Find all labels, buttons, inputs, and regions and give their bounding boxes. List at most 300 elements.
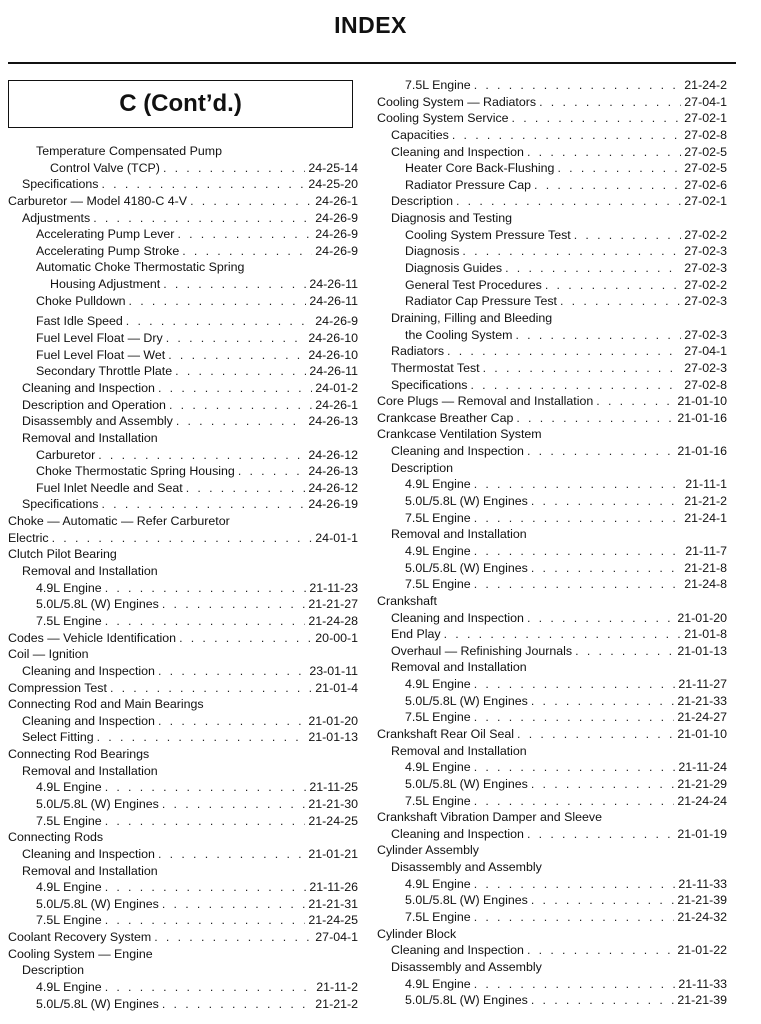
entry-page-number: 21-24-25 <box>308 913 358 928</box>
entry-page-number: 24-26-9 <box>315 243 358 258</box>
index-entry <box>377 426 727 443</box>
dot-leader <box>527 144 681 161</box>
entry-text: Carburetor <box>36 447 96 462</box>
entry-page-number: 21-21-29 <box>677 776 727 791</box>
entry-text: Secondary Throttle Plate <box>36 364 173 379</box>
dot-leader <box>452 127 681 144</box>
index-entry <box>377 926 727 943</box>
entry-page-number: 24-26-11 <box>309 364 358 379</box>
dot-leader <box>527 610 674 627</box>
entry-page-number: 21-01-22 <box>677 943 727 958</box>
entry-page-number: 21-24-28 <box>308 613 358 628</box>
entry-text: Cleaning and Inspection <box>22 380 155 395</box>
entry-text: Fast Idle Speed <box>36 314 123 329</box>
dot-leader <box>162 996 312 1013</box>
entry-text: Accelerating Pump Stroke <box>36 243 180 258</box>
entry-text: Diagnosis and Testing <box>391 211 513 226</box>
index-entry <box>377 576 727 593</box>
index-entry <box>8 613 358 630</box>
entry-text: Diagnosis Guides <box>405 261 503 276</box>
dot-leader <box>474 759 676 776</box>
entry-text: 4.9L Engine <box>405 876 471 891</box>
entry-page-number: 27-02-8 <box>684 377 727 392</box>
index-entry <box>377 327 727 344</box>
dot-leader <box>101 176 305 193</box>
entry-page-number: 21-11-24 <box>678 760 727 775</box>
index-column-left <box>8 143 358 1012</box>
entry-text: 5.0L/5.8L (W) Engines <box>405 560 528 575</box>
entry-text: Radiators <box>391 344 445 359</box>
index-entry <box>377 826 727 843</box>
entry-text: the Cooling System <box>405 327 513 342</box>
entry-page-number: 27-02-8 <box>684 127 727 142</box>
entry-text: Automatic Choke Thermostatic Spring <box>36 260 245 275</box>
entry-page-number: 27-02-2 <box>684 227 727 242</box>
index-entry <box>8 363 358 380</box>
entry-text: Cleaning and Inspection <box>22 663 155 678</box>
entry-text: 7.5L Engine <box>405 910 471 925</box>
entry-text: Cooling System Service <box>377 111 509 126</box>
dot-leader <box>539 94 681 111</box>
index-entry <box>377 892 727 909</box>
index-entry <box>377 210 727 227</box>
index-entry <box>8 979 358 996</box>
index-entry <box>377 709 727 726</box>
entry-page-number: 21-21-2 <box>684 494 727 509</box>
index-entry <box>377 260 727 277</box>
entry-page-number: 21-21-33 <box>677 693 727 708</box>
index-entry <box>377 759 727 776</box>
entry-text: Accelerating Pump Lever <box>36 227 175 242</box>
entry-page-number: 24-26-19 <box>308 497 358 512</box>
entry-page-number: 21-11-33 <box>678 876 727 891</box>
dot-leader <box>516 410 674 427</box>
dot-leader <box>575 643 674 660</box>
dot-leader <box>105 580 307 597</box>
index-entry <box>377 127 727 144</box>
dot-leader <box>162 796 306 813</box>
index-entry <box>377 942 727 959</box>
index-entry <box>8 829 358 846</box>
entry-text: Disassembly and Assembly <box>391 959 542 974</box>
index-entry <box>8 513 358 530</box>
entry-page-number: 21-11-25 <box>309 780 358 795</box>
entry-page-number: 23-01-11 <box>309 663 358 678</box>
entry-text: Compression Test <box>8 680 107 695</box>
entry-page-number: 24-26-9 <box>315 314 358 329</box>
entry-text: Electric <box>8 530 49 545</box>
index-entry <box>377 293 727 310</box>
index-entry <box>8 347 358 364</box>
entry-text: Clutch Pilot Bearing <box>8 547 117 562</box>
entry-page-number: 27-02-5 <box>684 144 727 159</box>
entry-page-number: 21-01-4 <box>315 680 358 695</box>
entry-page-number: 21-01-10 <box>677 726 727 741</box>
dot-leader <box>52 530 313 547</box>
entry-page-number: 27-02-2 <box>684 277 727 292</box>
entry-text: Cleaning and Inspection <box>391 826 524 841</box>
entry-page-number: 21-01-13 <box>677 643 727 658</box>
entry-page-number: 21-01-20 <box>677 610 727 625</box>
dot-leader <box>534 177 681 194</box>
dot-leader <box>110 680 312 697</box>
entry-text: Diagnosis <box>405 244 460 259</box>
entry-text: Control Valve (TCP) <box>50 160 160 175</box>
entry-page-number: 27-02-6 <box>684 177 727 192</box>
entry-text: Specifications <box>391 377 468 392</box>
entry-page-number: 27-02-3 <box>684 261 727 276</box>
entry-page-number: 27-02-3 <box>684 294 727 309</box>
index-entry <box>377 377 727 394</box>
entry-text: Description <box>391 460 453 475</box>
entry-text: Choke Thermostatic Spring Housing <box>36 464 235 479</box>
entry-text: 5.0L/5.8L (W) Engines <box>405 693 528 708</box>
entry-page-number: 21-01-13 <box>308 730 358 745</box>
entry-text: Crankshaft Rear Oil Seal <box>377 726 515 741</box>
section-heading <box>8 80 353 128</box>
entry-text: 7.5L Engine <box>36 613 102 628</box>
dot-leader <box>98 447 305 464</box>
entry-page-number: 21-11-33 <box>678 976 727 991</box>
entry-page-number: 21-11-7 <box>685 543 727 558</box>
index-entry <box>8 397 358 414</box>
entry-text: 4.9L Engine <box>405 760 471 775</box>
dot-leader <box>462 243 681 260</box>
index-entry <box>377 543 727 560</box>
entry-text: Coil — Ignition <box>8 647 89 662</box>
index-entry <box>377 94 727 111</box>
dot-leader <box>531 693 675 710</box>
index-entry <box>8 630 358 647</box>
entry-text: Removal and Installation <box>22 564 158 579</box>
entry-text: Cooling System Pressure Test <box>405 227 571 242</box>
entry-text: Housing Adjustment <box>50 277 161 292</box>
entry-page-number: 24-26-9 <box>315 227 358 242</box>
dot-leader <box>176 413 306 430</box>
entry-text: 4.9L Engine <box>405 477 471 492</box>
index-entry <box>377 643 727 660</box>
index-entry <box>377 992 727 1009</box>
index-entry <box>8 912 358 929</box>
dot-leader <box>531 560 681 577</box>
index-entry <box>8 596 358 613</box>
index-entry <box>8 580 358 597</box>
entry-text: 4.9L Engine <box>36 580 102 595</box>
entry-text: Capacities <box>391 127 449 142</box>
entry-text: Disassembly and Assembly <box>22 414 173 429</box>
entry-text: 7.5L Engine <box>405 710 471 725</box>
index-entry <box>377 793 727 810</box>
index-entry <box>8 210 358 227</box>
dot-leader <box>97 729 306 746</box>
dot-leader <box>527 443 674 460</box>
entry-text: Select Fitting <box>22 730 94 745</box>
index-entry <box>8 293 358 310</box>
index-entry <box>8 696 358 713</box>
dot-leader <box>186 480 306 497</box>
index-entry <box>8 193 358 210</box>
index-entry <box>377 976 727 993</box>
dot-leader <box>179 630 312 647</box>
entry-text: 5.0L/5.8L (W) Engines <box>36 597 159 612</box>
entry-page-number: 24-26-10 <box>308 347 358 362</box>
dot-leader <box>129 293 307 310</box>
entry-text: Adjustments <box>22 210 91 225</box>
entry-page-number: 21-01-20 <box>308 713 358 728</box>
entry-text: Description <box>22 963 84 978</box>
entry-text: Connecting Rod Bearings <box>8 747 150 762</box>
dot-leader <box>474 709 675 726</box>
entry-page-number: 21-24-1 <box>684 510 727 525</box>
entry-text: 4.9L Engine <box>36 780 102 795</box>
index-entry <box>8 380 358 397</box>
dot-leader <box>163 276 306 293</box>
entry-text: 7.5L Engine <box>405 577 471 592</box>
entry-text: 7.5L Engine <box>36 913 102 928</box>
dot-leader <box>474 510 682 527</box>
dot-leader <box>158 380 312 397</box>
dot-leader <box>105 613 306 630</box>
index-entry <box>377 560 727 577</box>
dot-leader <box>596 393 674 410</box>
entry-page-number: 24-25-14 <box>308 160 358 175</box>
dot-leader <box>175 363 306 380</box>
entry-page-number: 27-02-5 <box>684 161 727 176</box>
entry-page-number: 24-26-13 <box>308 414 358 429</box>
index-entry <box>8 463 358 480</box>
entry-text: Removal and Installation <box>22 430 158 445</box>
entry-page-number: 21-01-21 <box>308 846 358 861</box>
index-entry <box>8 330 358 347</box>
index-entry <box>377 493 727 510</box>
index-entry <box>377 460 727 477</box>
dot-leader <box>474 976 676 993</box>
entry-page-number: 21-24-2 <box>684 78 727 92</box>
index-entry <box>8 896 358 913</box>
entry-text: Disassembly and Assembly <box>391 860 542 875</box>
entry-page-number: 20-00-1 <box>315 630 358 645</box>
entry-text: Choke Pulldown <box>36 293 126 308</box>
dot-leader <box>101 496 305 513</box>
entry-text: Description and Operation <box>22 397 166 412</box>
dot-leader <box>474 909 675 926</box>
dot-leader <box>505 260 681 277</box>
index-entry <box>377 393 727 410</box>
dot-leader <box>531 992 675 1009</box>
index-entry <box>377 743 727 760</box>
entry-page-number: 24-25-20 <box>308 177 358 192</box>
entry-text: Cleaning and Inspection <box>391 444 524 459</box>
dot-leader <box>557 160 681 177</box>
dot-leader <box>474 576 682 593</box>
index-entry <box>8 813 358 830</box>
entry-page-number: 21-21-39 <box>677 993 727 1008</box>
index-entry <box>377 526 727 543</box>
entry-page-number: 21-24-24 <box>677 793 727 808</box>
index-entry <box>377 310 727 327</box>
dot-leader <box>444 626 682 643</box>
dot-leader <box>158 713 305 730</box>
entry-text: 5.0L/5.8L (W) Engines <box>36 796 159 811</box>
entry-text: Removal and Installation <box>22 863 158 878</box>
index-entry <box>377 776 727 793</box>
index-entry <box>377 360 727 377</box>
dot-leader <box>93 210 312 227</box>
dot-leader <box>483 360 682 377</box>
entry-text: Core Plugs — Removal and Installation <box>377 394 594 409</box>
dot-leader <box>531 493 681 510</box>
entry-page-number: 24-26-13 <box>308 464 358 479</box>
dot-leader <box>105 912 306 929</box>
entry-text: Fuel Inlet Needle and Seat <box>36 480 183 495</box>
entry-text: 7.5L Engine <box>405 78 471 92</box>
entry-text: 5.0L/5.8L (W) Engines <box>36 996 159 1011</box>
dot-leader <box>474 676 676 693</box>
entry-page-number: 24-26-11 <box>309 277 358 292</box>
entry-page-number: 21-21-8 <box>684 560 727 575</box>
index-entry <box>377 160 727 177</box>
index-entry <box>8 160 358 177</box>
entry-text: 5.0L/5.8L (W) Engines <box>405 494 528 509</box>
index-entry <box>8 313 358 330</box>
index-entry <box>377 227 727 244</box>
dot-leader <box>574 227 682 244</box>
index-entry <box>377 443 727 460</box>
dot-leader <box>474 793 675 810</box>
dot-leader <box>105 879 307 896</box>
entry-text: Cylinder Assembly <box>377 843 479 858</box>
index-entry <box>377 77 727 94</box>
index-entry <box>8 729 358 746</box>
index-entry <box>377 410 727 427</box>
index-entry <box>8 680 358 697</box>
entry-page-number: 21-21-2 <box>315 996 358 1011</box>
entry-text: Removal and Installation <box>391 743 527 758</box>
entry-page-number: 24-26-10 <box>308 331 358 346</box>
index-entry <box>377 726 727 743</box>
index-column-right <box>377 77 727 1009</box>
dot-leader <box>512 110 682 127</box>
index-entry <box>8 846 358 863</box>
entry-page-number: 27-02-3 <box>684 244 727 259</box>
dot-leader <box>531 892 675 909</box>
dot-leader <box>527 942 674 959</box>
entry-page-number: 21-21-30 <box>308 796 358 811</box>
dot-leader <box>154 929 312 946</box>
entry-page-number: 21-11-27 <box>678 677 727 692</box>
entry-text: Specifications <box>22 177 99 192</box>
dot-leader <box>474 476 683 493</box>
dot-leader <box>545 277 681 294</box>
entry-text: Cleaning and Inspection <box>22 713 155 728</box>
entry-page-number: 21-11-23 <box>309 580 358 595</box>
entry-page-number: 21-11-26 <box>309 880 358 895</box>
entry-text: Radiator Pressure Cap <box>405 177 532 192</box>
index-entry <box>8 259 358 276</box>
entry-text: Cooling System — Engine <box>8 946 153 961</box>
entry-text: 7.5L Engine <box>405 510 471 525</box>
entry-text: General Test Procedures <box>405 277 542 292</box>
entry-page-number: 27-04-1 <box>315 930 358 945</box>
dot-leader <box>474 77 682 94</box>
dot-leader <box>168 347 305 364</box>
index-entry <box>8 276 358 293</box>
page-title: INDEX <box>334 12 407 38</box>
index-entry <box>8 779 358 796</box>
entry-text: Cooling System — Radiators <box>377 94 537 109</box>
entry-text: Crankcase Breather Cap <box>377 410 514 425</box>
index-entry <box>8 413 358 430</box>
entry-page-number: 21-01-10 <box>677 394 727 409</box>
entry-page-number: 21-11-2 <box>316 980 358 995</box>
dot-leader <box>238 463 306 480</box>
entry-text: 5.0L/5.8L (W) Engines <box>405 993 528 1008</box>
header-rule <box>8 62 736 64</box>
dot-leader <box>163 160 305 177</box>
index-entry <box>377 110 727 127</box>
index-entry <box>8 447 358 464</box>
entry-text: Choke — Automatic — Refer Carburetor <box>8 514 230 529</box>
dot-leader <box>105 779 307 796</box>
index-entry <box>8 563 358 580</box>
index-entry <box>8 763 358 780</box>
index-entry <box>8 430 358 447</box>
entry-page-number: 27-04-1 <box>684 94 727 109</box>
dot-leader <box>531 776 675 793</box>
entry-page-number: 24-26-1 <box>315 193 358 208</box>
dot-leader <box>166 330 306 347</box>
index-entry <box>377 876 727 893</box>
index-entry <box>8 143 358 160</box>
entry-page-number: 24-26-11 <box>309 293 358 308</box>
entry-page-number: 21-21-39 <box>677 893 727 908</box>
entry-text: End Play <box>391 627 441 642</box>
index-entry <box>377 676 727 693</box>
index-entry <box>377 476 727 493</box>
entry-text: Removal and Installation <box>391 527 527 542</box>
entry-page-number: 24-26-1 <box>315 397 358 412</box>
entry-page-number: 24-26-12 <box>308 480 358 495</box>
entry-text: 4.9L Engine <box>36 880 102 895</box>
entry-text: Thermostat Test <box>391 360 480 375</box>
index-entry <box>8 530 358 547</box>
index-entry <box>377 193 727 210</box>
index-entry <box>377 593 727 610</box>
dot-leader <box>447 343 681 360</box>
index-entry <box>8 546 358 563</box>
index-entry <box>377 177 727 194</box>
index-entry <box>8 713 358 730</box>
entry-text: Carburetor — Model 4180-C 4-V <box>8 193 188 208</box>
entry-page-number: 27-04-1 <box>684 344 727 359</box>
dot-leader <box>158 663 306 680</box>
dot-leader <box>158 846 305 863</box>
dot-leader <box>177 226 312 243</box>
index-entry <box>377 959 727 976</box>
entry-text: 4.9L Engine <box>405 677 471 692</box>
entry-text: Crankshaft <box>377 593 437 608</box>
index-entry <box>377 610 727 627</box>
entry-page-number: 21-24-25 <box>308 813 358 828</box>
entry-page-number: 21-21-31 <box>308 896 358 911</box>
entry-text: 5.0L/5.8L (W) Engines <box>405 893 528 908</box>
dot-leader <box>182 243 312 260</box>
entry-page-number: 21-01-16 <box>677 444 727 459</box>
entry-page-number: 27-02-1 <box>684 194 727 209</box>
entry-text: 4.9L Engine <box>405 543 471 558</box>
entry-text: Temperature Compensated Pump <box>36 144 222 158</box>
dot-leader <box>456 193 681 210</box>
